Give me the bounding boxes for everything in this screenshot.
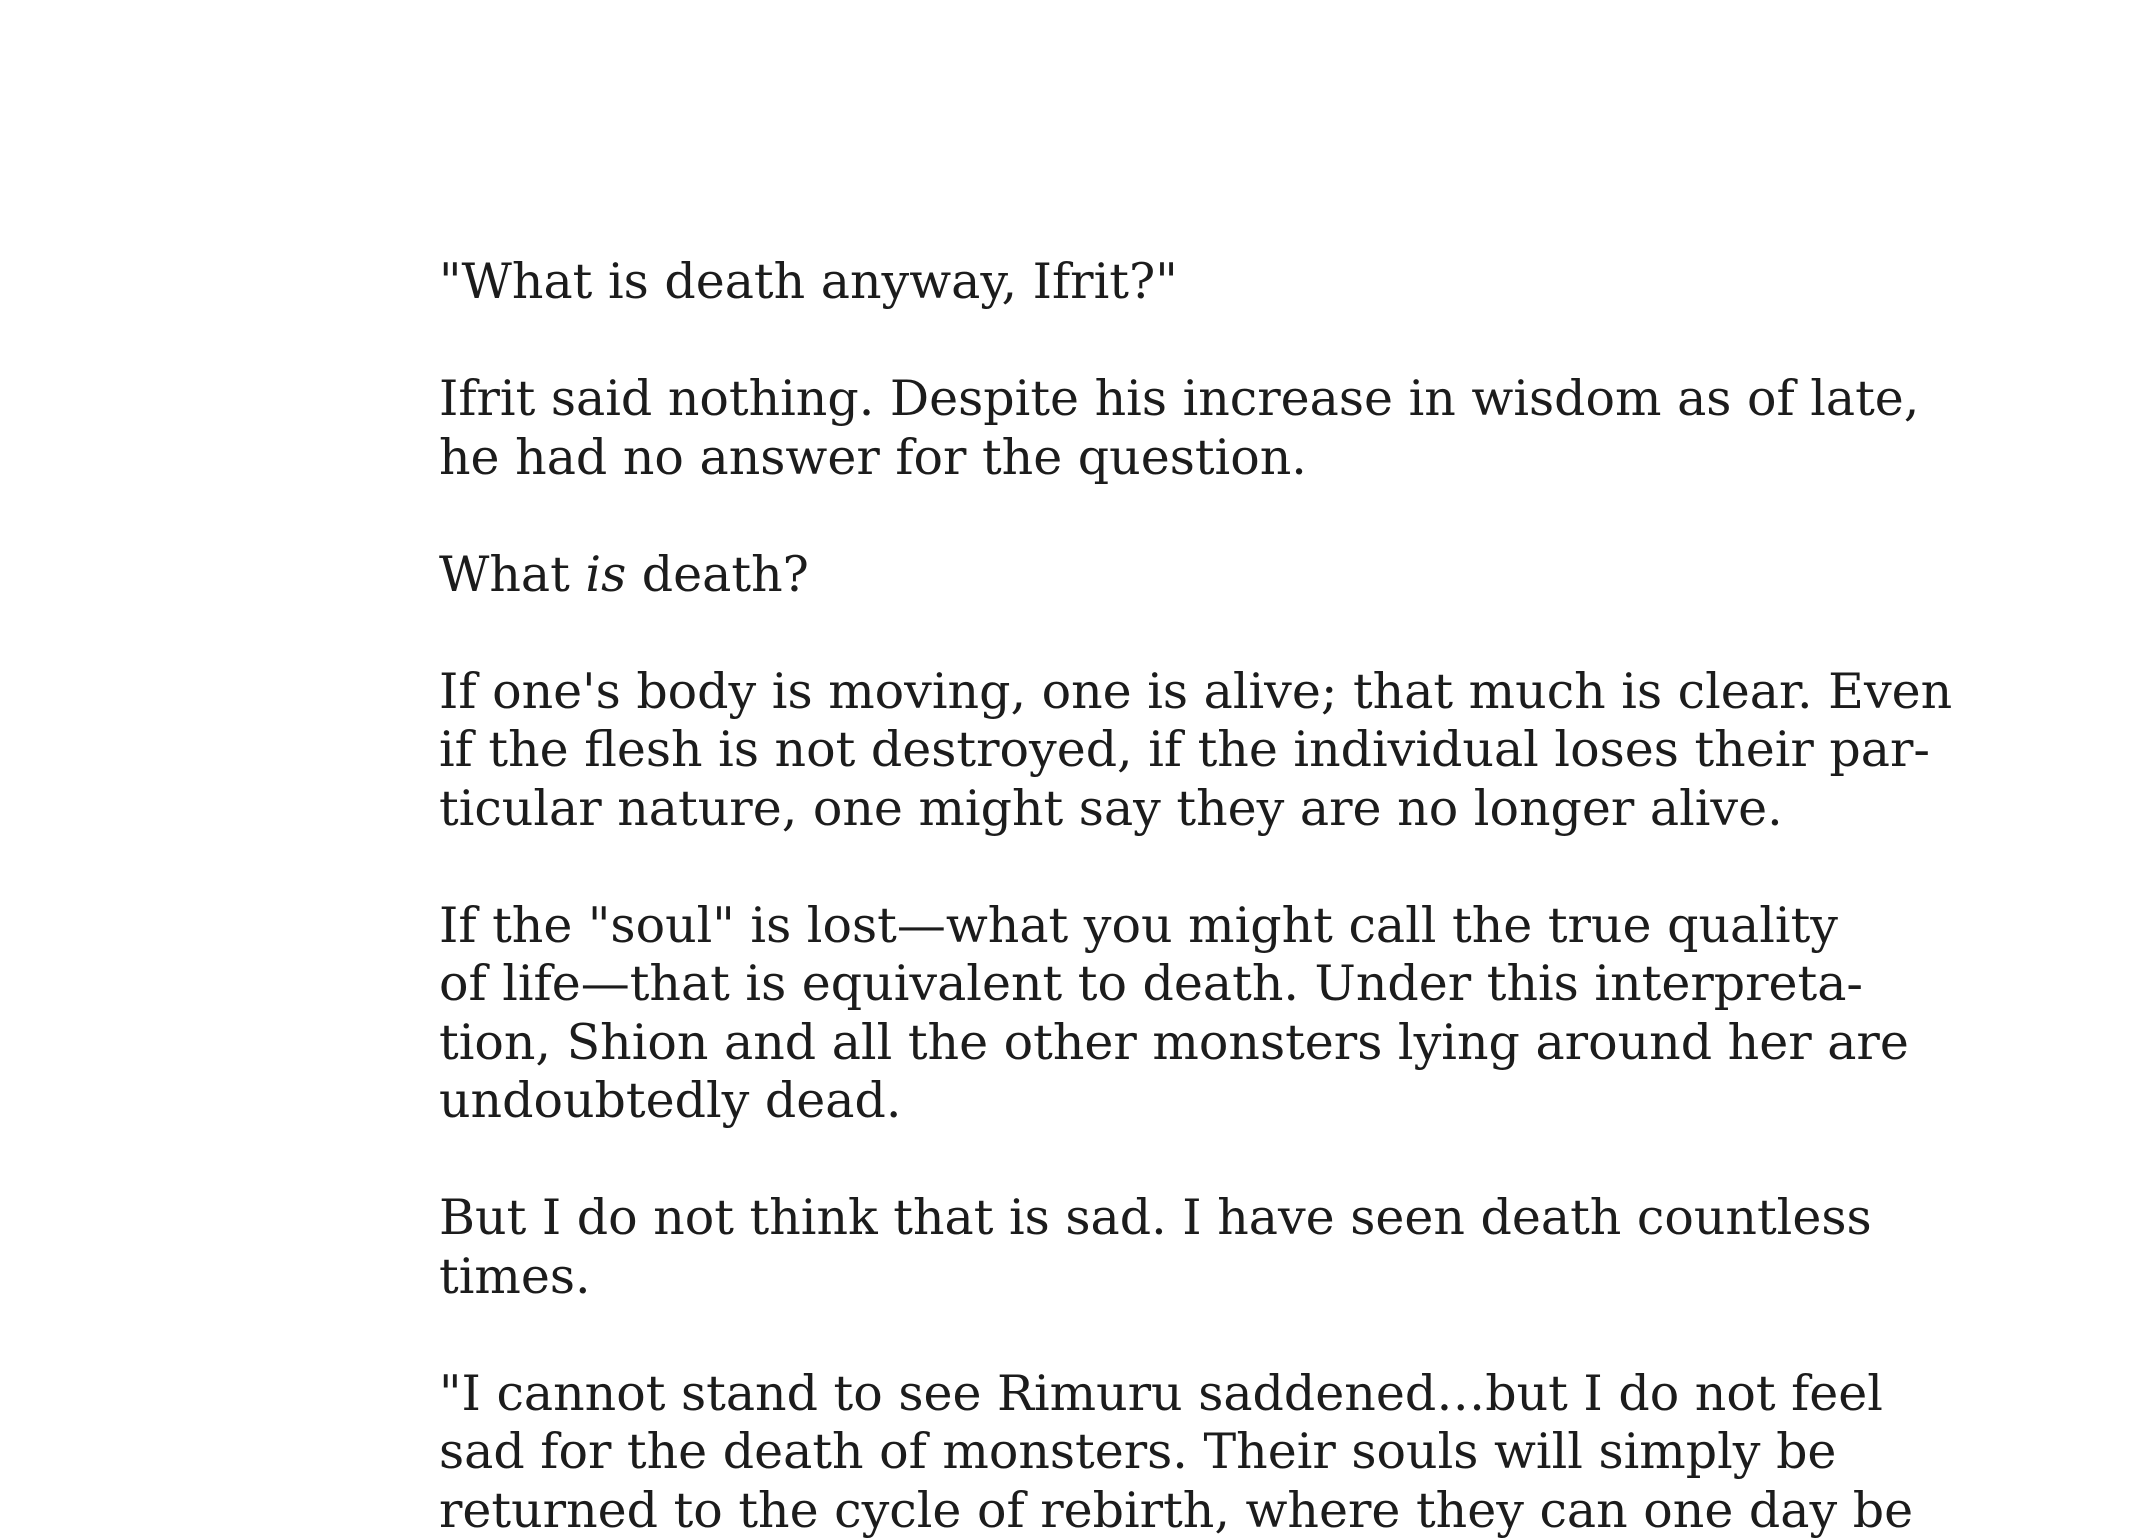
text-line: undoubtedly dead.: [439, 1072, 1739, 1131]
text-line: if the flesh is not destroyed, if the individual loses their par-: [439, 721, 1739, 780]
emphasized-word: is: [585, 546, 626, 603]
text-line: ticular nature, one might say they are no longer alive.: [439, 780, 1739, 839]
paragraph-7: [439, 1365, 1739, 1540]
paragraph-6: [439, 1189, 1739, 1306]
text-line: of life—that is equivalent to death. Under this interpreta-: [439, 955, 1739, 1014]
text-line: times.: [439, 1248, 1739, 1307]
paragraph-3: [439, 546, 1739, 605]
text-segment: death?: [626, 546, 809, 603]
text-line: If one's body is moving, one is alive; that much is clear. Even: [439, 663, 1739, 722]
paragraph-gap: [439, 838, 1739, 897]
paragraph-1: [439, 253, 1739, 312]
paragraph-4: [439, 663, 1739, 839]
text-line: But I do not think that is sad. I have seen death countless: [439, 1189, 1739, 1248]
text-line: [439, 546, 1739, 605]
text-line: "I cannot stand to see Rimuru saddened…but I do not feel: [439, 1365, 1739, 1424]
paragraph-2: [439, 370, 1739, 487]
text-line: returned to the cycle of rebirth, where they can one day be: [439, 1482, 1739, 1540]
text-column: [439, 253, 1739, 1540]
text-line: "What is death anyway, Ifrit?": [439, 253, 1739, 312]
text-line: If the "soul" is lost—what you might call the true quality: [439, 897, 1739, 956]
paragraph-gap: [439, 487, 1739, 546]
paragraph-5: [439, 897, 1739, 1131]
text-line: sad for the death of monsters. Their souls will simply be: [439, 1423, 1739, 1482]
text-line: Ifrit said nothing. Despite his increase in wisdom as of late,: [439, 370, 1739, 429]
text-line: he had no answer for the question.: [439, 429, 1739, 488]
paragraph-gap: [439, 312, 1739, 371]
paragraph-gap: [439, 604, 1739, 663]
text-line: tion, Shion and all the other monsters lying around her are: [439, 1014, 1739, 1073]
paragraph-gap: [439, 1306, 1739, 1365]
paragraph-gap: [439, 1131, 1739, 1190]
text-segment: What: [439, 546, 585, 603]
